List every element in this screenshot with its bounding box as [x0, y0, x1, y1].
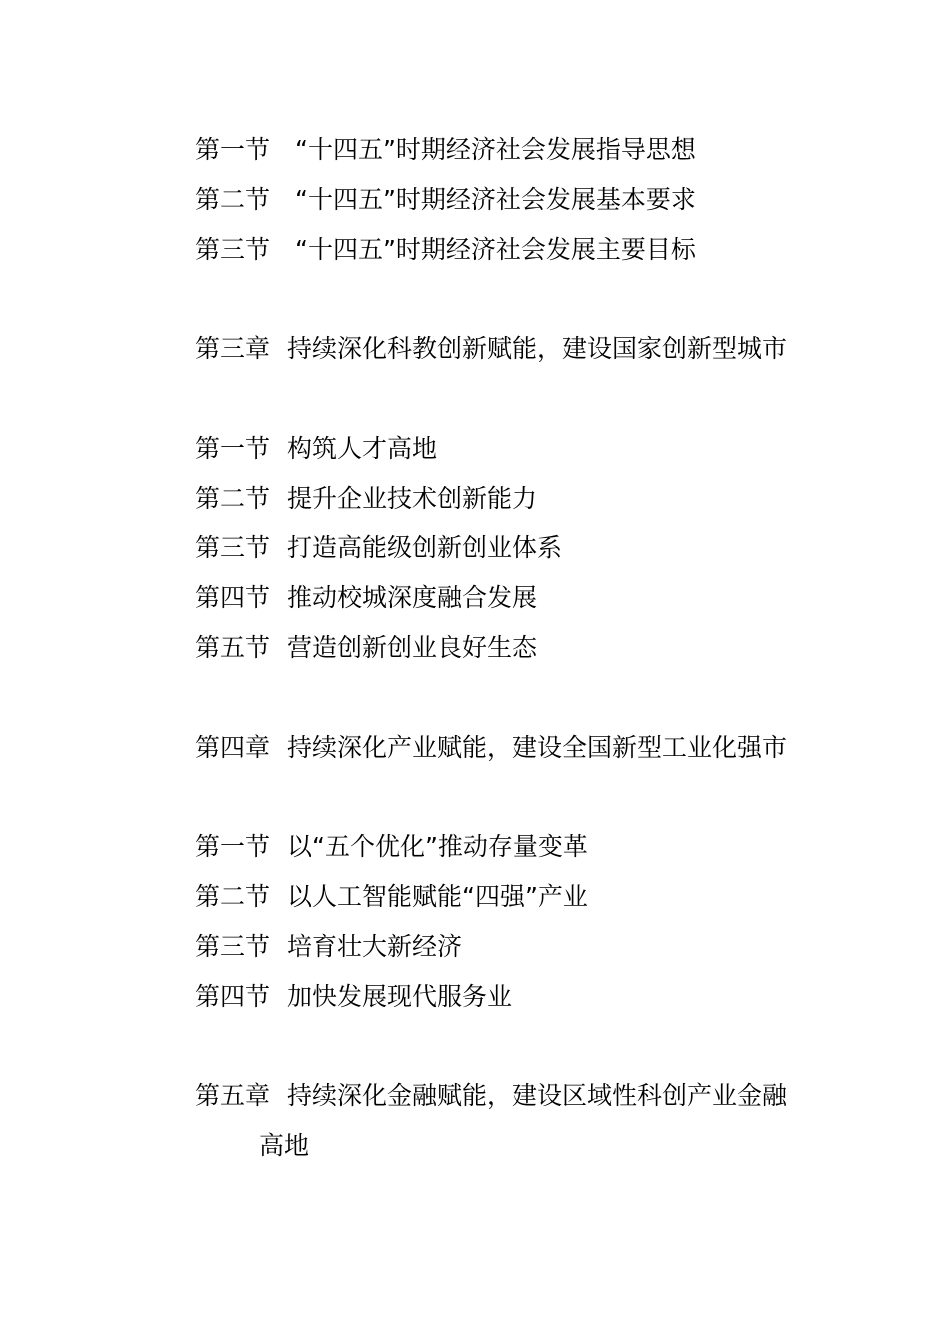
- chapter-label: 第三章: [195, 334, 271, 363]
- section-label: 第一节: [195, 832, 271, 861]
- toc-entry-ch2-sec2: [195, 180, 696, 220]
- section-title: 以人工智能赋能“四强”产业: [287, 882, 588, 911]
- section-title: 打造高能级创新创业体系: [287, 533, 563, 562]
- chapter-label: 第五章: [195, 1081, 271, 1110]
- toc-entry-ch3-sec2: [195, 479, 537, 519]
- toc-chapter-5: [195, 1076, 787, 1116]
- toc-entry-ch4-sec3: [195, 927, 462, 967]
- section-label: 第五节: [195, 633, 271, 662]
- section-title: 构筑人才高地: [287, 434, 438, 463]
- section-label: 第二节: [195, 882, 271, 911]
- section-title: “十四五”时期经济社会发展主要目标: [295, 235, 696, 264]
- toc-entry-ch3-sec3: [195, 528, 562, 568]
- section-title: 提升企业技术创新能力: [287, 484, 538, 513]
- toc-entry-ch2-sec1: [195, 130, 696, 170]
- section-label: 第四节: [195, 583, 271, 612]
- chapter-title: 持续深化科教创新赋能，建设国家创新型城市: [287, 334, 788, 363]
- toc-entry-ch3-sec1: [195, 429, 437, 469]
- toc-chapter-4: [195, 728, 787, 768]
- section-label: 第三节: [195, 533, 271, 562]
- section-label: 第四节: [195, 982, 271, 1011]
- section-title: 营造创新创业良好生态: [287, 633, 538, 662]
- section-label: 第二节: [195, 484, 271, 513]
- section-title: “十四五”时期经济社会发展基本要求: [295, 185, 696, 214]
- toc-entry-ch3-sec5: [195, 628, 537, 668]
- section-label: 第一节: [195, 434, 271, 463]
- chapter-label: 第四章: [195, 733, 271, 762]
- section-title: “十四五”时期经济社会发展指导思想: [295, 135, 696, 164]
- toc-chapter-3: [195, 329, 787, 369]
- toc-entry-ch4-sec1: [195, 827, 588, 867]
- section-label: 第三节: [195, 235, 271, 264]
- toc-entry-ch2-sec3: [195, 230, 696, 270]
- toc-entry-ch4-sec2: [195, 877, 588, 917]
- section-label: 第二节: [195, 185, 271, 214]
- chapter-title-continuation: 高地: [259, 1131, 310, 1160]
- section-title: 推动校城深度融合发展: [287, 583, 538, 612]
- toc-entry-ch4-sec4: [195, 977, 512, 1017]
- section-title: 以“五个优化”推动存量变革: [287, 832, 588, 861]
- section-label: 第三节: [195, 932, 271, 961]
- chapter-title: 持续深化金融赋能，建设区域性科创产业金融: [287, 1081, 788, 1110]
- chapter-title: 持续深化产业赋能，建设全国新型工业化强市: [287, 733, 788, 762]
- section-title: 培育壮大新经济: [287, 932, 463, 961]
- section-label: 第一节: [195, 135, 271, 164]
- section-title: 加快发展现代服务业: [287, 982, 513, 1011]
- toc-entry-ch3-sec4: [195, 578, 537, 618]
